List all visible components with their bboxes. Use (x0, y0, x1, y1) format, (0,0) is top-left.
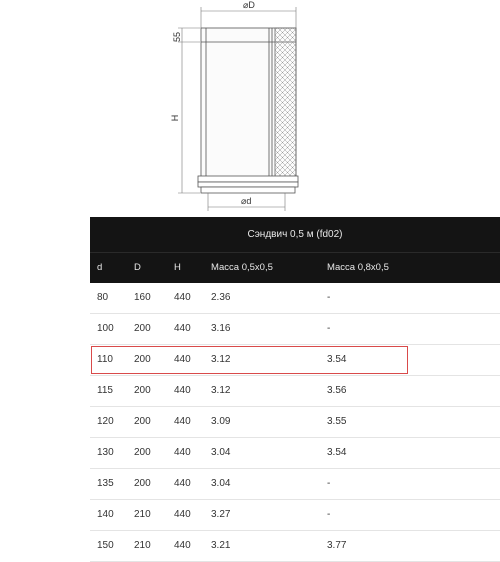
table-row (90, 469, 500, 500)
cell-d: 115 (97, 385, 113, 396)
cell-height: 440 (174, 540, 191, 551)
cell-height: 440 (174, 416, 191, 427)
cell-d: 135 (97, 478, 114, 489)
cell-height: 440 (174, 509, 191, 520)
cell-mass-05: 2.36 (211, 292, 231, 303)
cell-mass-08: - (327, 292, 331, 303)
cell-mass-08: 3.55 (327, 416, 347, 427)
cell-outer-diameter: 210 (134, 540, 151, 551)
cell-outer-diameter: 200 (134, 416, 151, 427)
cell-height: 440 (174, 292, 191, 303)
header-outer-diameter: D (134, 262, 141, 273)
cell-height: 440 (174, 447, 191, 458)
cell-outer-diameter: 200 (134, 354, 151, 365)
table-row (90, 283, 500, 314)
cell-mass-05: 3.12 (211, 354, 231, 365)
cell-mass-08: - (327, 509, 331, 520)
table-row (90, 314, 500, 345)
cell-d: 110 (97, 354, 113, 365)
table-title: Сэндвич 0,5 м (fd02) (90, 217, 500, 252)
cell-mass-08: 3.54 (327, 354, 347, 365)
cell-mass-08: 3.54 (327, 447, 347, 458)
cell-height: 440 (174, 354, 191, 365)
table-row (90, 531, 500, 562)
cell-height: 440 (174, 385, 191, 396)
cell-mass-08: - (327, 323, 331, 334)
cell-height: 440 (174, 478, 191, 489)
cell-d: 100 (97, 323, 114, 334)
cell-mass-05: 3.04 (211, 478, 231, 489)
cell-mass-05: 3.09 (211, 416, 231, 427)
header-mass-08: Масса 0,8х0,5 (327, 262, 389, 273)
cell-outer-diameter: 200 (134, 385, 151, 396)
table-row (90, 407, 500, 438)
cell-outer-diameter: 200 (134, 447, 151, 458)
cell-mass-05: 3.16 (211, 323, 231, 334)
outer-diameter-label: ⌀D (243, 0, 255, 10)
cell-outer-diameter: 160 (134, 292, 151, 303)
spec-table (90, 217, 500, 562)
header-mass-05: Масса 0,5х0,5 (211, 262, 273, 273)
pipe-drawing (0, 0, 500, 215)
outer-diameter-dimension (201, 7, 296, 28)
cell-mass-08: 3.77 (327, 540, 347, 551)
cell-mass-05: 3.21 (211, 540, 231, 551)
inner-diameter-label: ⌀d (241, 196, 252, 206)
cell-height: 440 (174, 323, 191, 334)
cell-mass-08: - (327, 478, 331, 489)
height-dimension (178, 42, 200, 193)
pipe-body (198, 28, 298, 193)
cell-d: 150 (97, 540, 114, 551)
cell-mass-05: 3.04 (211, 447, 231, 458)
table-header-row (90, 252, 500, 283)
cell-d: 80 (97, 292, 109, 303)
cell-outer-diameter: 200 (134, 478, 151, 489)
cell-d: 130 (97, 447, 114, 458)
cell-outer-diameter: 200 (134, 323, 151, 334)
socket-length-label: 55 (172, 31, 182, 43)
table-row (90, 500, 500, 531)
cell-d: 140 (97, 509, 114, 520)
table-row (90, 376, 500, 407)
cell-mass-05: 3.27 (211, 509, 231, 520)
height-label: H (170, 114, 180, 122)
cell-mass-05: 3.12 (211, 385, 231, 396)
cell-d: 120 (97, 416, 114, 427)
header-height: H (174, 262, 181, 273)
cell-mass-08: 3.56 (327, 385, 347, 396)
table-row-highlighted (90, 345, 500, 376)
cell-outer-diameter: 210 (134, 509, 151, 520)
table-row (90, 438, 500, 469)
header-d: d (97, 262, 103, 273)
